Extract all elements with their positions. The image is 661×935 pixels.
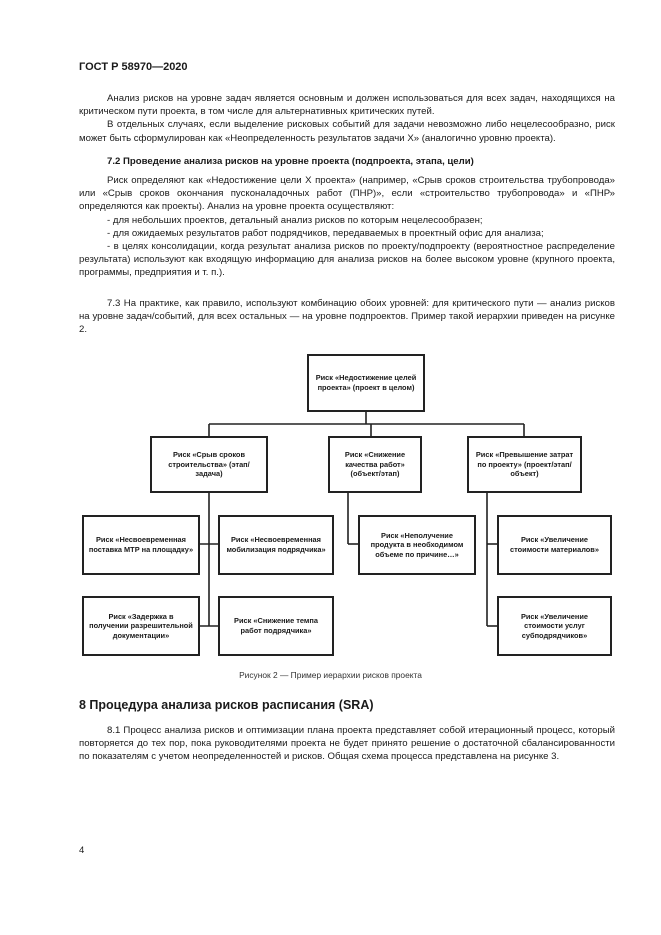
paragraph: 7.3 На практике, как правило, используют комбинацию обоих уровней: для критического пути — анализ рисков на уровне задач/событий, для всех остальных — на уровне подпроектов. Пример такой иерархии приведен на рисунке 2. xyxy=(79,298,615,336)
figure-caption: Рисунок 2 — Пример иерархии рисков проекта xyxy=(239,670,422,680)
section-8-title: 8 Процедура анализа рисков расписания (SRA) xyxy=(79,698,374,712)
list-item: - в целях консолидации, когда результат анализа рисков по проекту/подпроекту (вероятностное распределение результата) используют как входящую информацию для анализа рисков на более высоком уровне (крупного проекта, программы, предприятия и т. п.). xyxy=(79,241,615,279)
body-block-7-3 xyxy=(79,297,615,337)
paragraph: Риск определяют как «Недостижение цели X проекта» (например, «Срыв сроков строительства трубопровода» или «Срыв сроков окончания пусконаладочных работ (ПНР)», если «строительство трубопровода» и «ПНР» определяются как проекты). Анализ на уровне проекта осуществляют: xyxy=(79,175,615,213)
body-block-8 xyxy=(79,724,615,764)
risk-box-mtr-delivery: Риск «Несвоевременная поставка МТР на площадку» xyxy=(82,515,200,575)
paragraph: Анализ рисков на уровне задач является основным и должен использоваться для всех задач, находящихся на критическом пути проекта, в том числе для альтернативных критических путей. xyxy=(79,93,615,118)
risk-box-cost: Риск «Превышение затрат по проекту» (проект/этап/объект) xyxy=(467,436,582,493)
list-item: - для небольших проектов, детальный анализ рисков по которым нецелесообразен; xyxy=(107,214,483,226)
risk-box-schedule: Риск «Срыв сроков строительства» (этап/задача) xyxy=(150,436,268,493)
risk-box-material-cost: Риск «Увеличение стоимости материалов» xyxy=(497,515,612,575)
body-block-top xyxy=(79,92,615,280)
risk-box-root: Риск «Недостижение целей проекта» (проект в целом) xyxy=(307,354,425,412)
paragraph: В отдельных случаях, если выделение рисковых событий для задачи невозможно либо нецелесообразно, риск может быть сформулирован как «Неопределенность результатов задачи X» (аналогично уровню проекта). xyxy=(79,119,615,144)
risk-box-contractor-mobilization: Риск «Несвоевременная мобилизация подрядчика» xyxy=(218,515,334,575)
list-item: - для ожидаемых результатов работ подрядчиков, передаваемых в проектный офис для анализа; xyxy=(107,227,544,239)
risk-box-work-pace: Риск «Снижение темпа работ подрядчика» xyxy=(218,596,334,656)
standard-header: ГОСТ Р 58970—2020 xyxy=(79,61,188,73)
paragraph: 8.1 Процесс анализа рисков и оптимизации плана проекта представляет собой итерационный процесс, который повторяется до тех пор, пока руководителями проекта не будет принято решение о достаточной сбалансированности по показателям с учетом неопределенностей и рисков. Общая схема процесса представлена на рисунке 3. xyxy=(79,725,615,763)
risk-box-product-shortfall: Риск «Неполучение продукта в необходимом объеме по причине…» xyxy=(358,515,476,575)
risk-box-permit-delay: Риск «Задержка в получении разрешительной документации» xyxy=(82,596,200,656)
risk-box-quality: Риск «Снижение качества работ» (объект/этап) xyxy=(328,436,422,493)
section-7-2-title: 7.2 Проведение анализа рисков на уровне проекта (подпроекта, этапа, цели) xyxy=(107,155,474,167)
page-number: 4 xyxy=(79,845,85,856)
risk-box-subcontractor-cost: Риск «Увеличение стоимости услуг субподрядчиков» xyxy=(497,596,612,656)
